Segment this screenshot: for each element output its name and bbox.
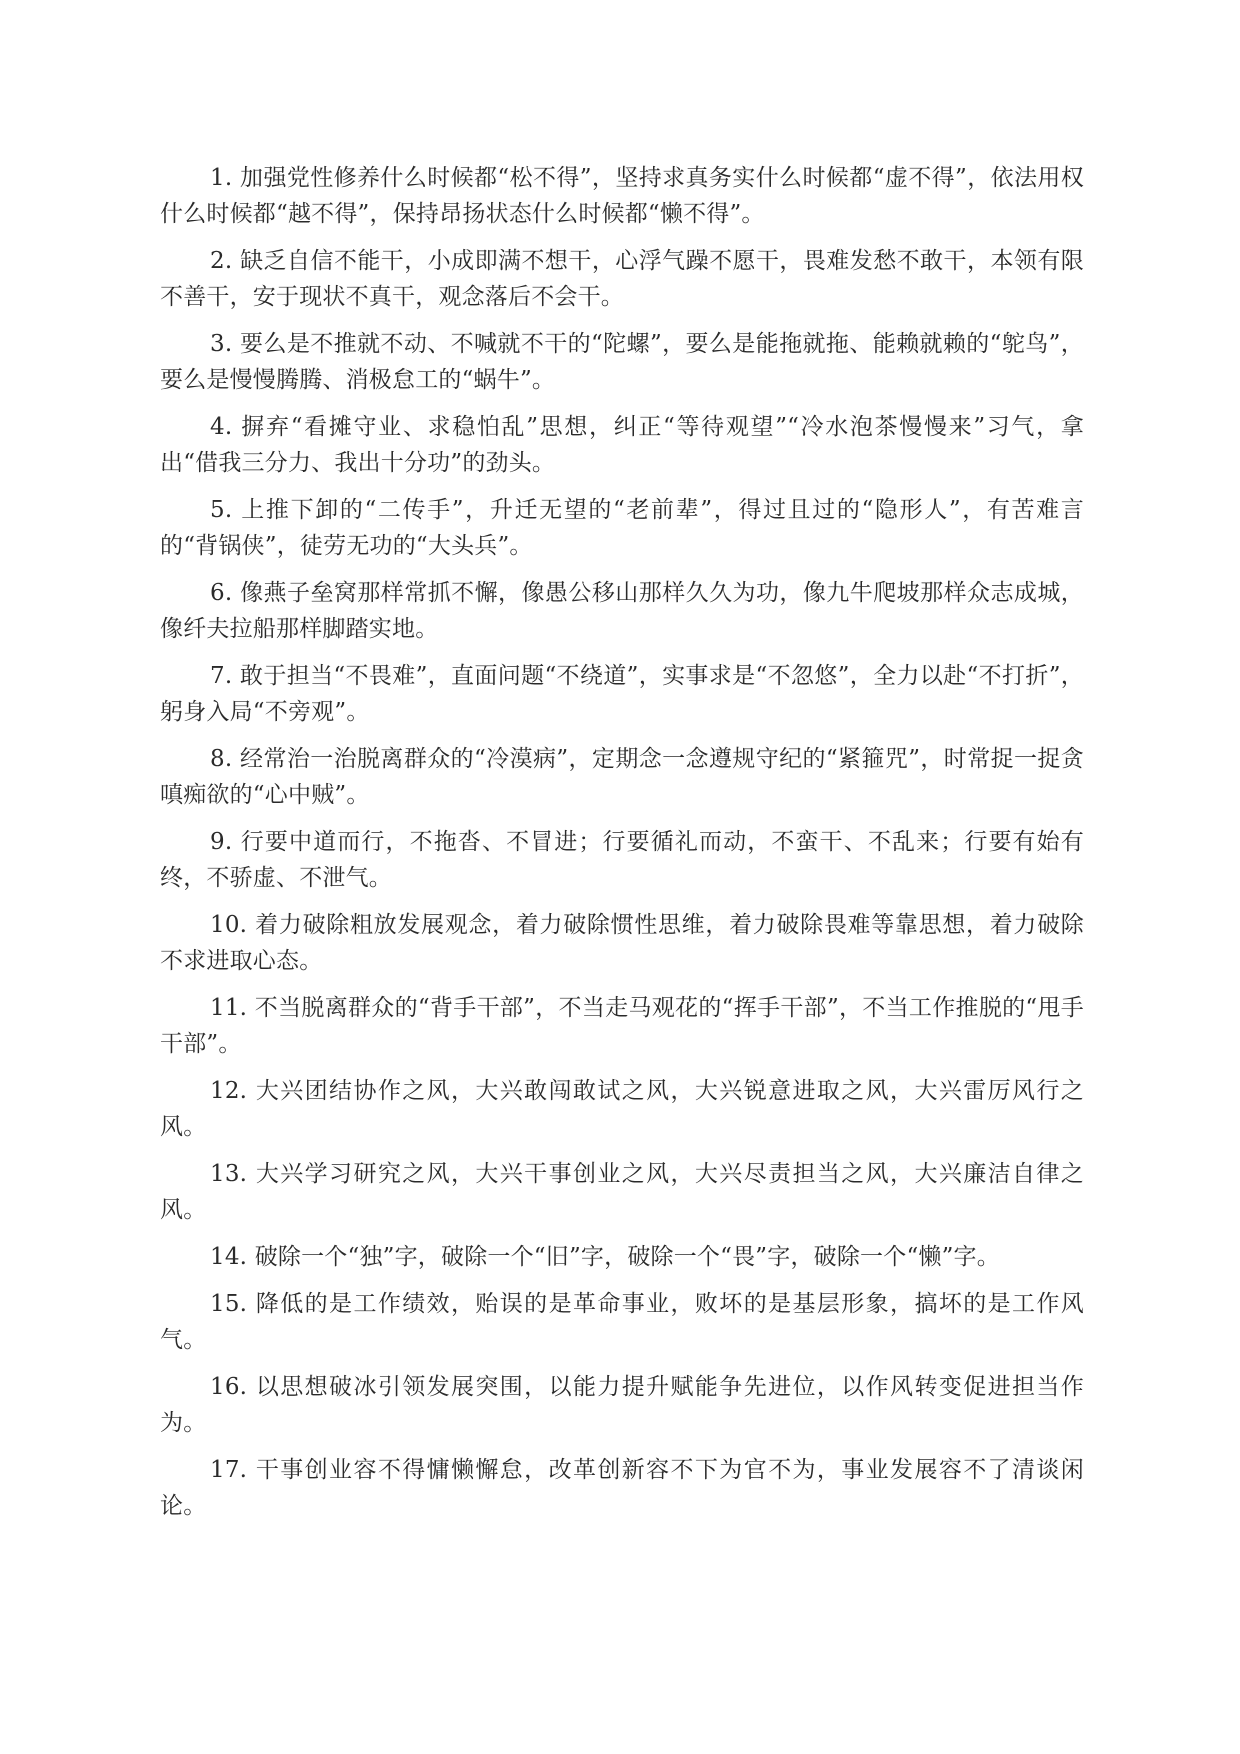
paragraph-14: 14. 破除一个“独”字，破除一个“旧”字，破除一个“畏”字，破除一个“懒”字。 <box>210 1244 1000 1270</box>
paragraph-13: 13. 大兴学习研究之风，大兴干事创业之风，大兴尽责担当之风，大兴廉洁自律之风。 <box>160 1161 1084 1223</box>
paragraph-10: 10. 着力破除粗放发展观念，着力破除惯性思维，着力破除畏难等靠思想，着力破除不求进取心态。 <box>160 912 1084 974</box>
paragraph-12: 12. 大兴团结协作之风，大兴敢闯敢试之风，大兴锐意进取之风，大兴雷厉风行之风。 <box>160 1078 1084 1140</box>
paragraph-15: 15. 降低的是工作绩效，贻误的是革命事业，败坏的是基层形象，搞坏的是工作风气。 <box>160 1291 1084 1353</box>
paragraph-6: 6. 像燕子垒窝那样常抓不懈，像愚公移山那样久久为功，像九牛爬坡那样众志成城，像纤夫拉船那样脚踏实地。 <box>160 580 1084 642</box>
paragraph-7: 7. 敢于担当“不畏难”，直面问题“不绕道”，实事求是“不忽悠”，全力以赴“不打折”，躬身入局“不旁观”。 <box>160 663 1084 725</box>
document-page <box>160 160 1084 1535</box>
paragraph-8: 8. 经常治一治脱离群众的“冷漠病”，定期念一念遵规守纪的“紧箍咒”，时常捉一捉贪嗔痴欲的“心中贼”。 <box>160 746 1084 808</box>
paragraph-1: 1. 加强党性修养什么时候都“松不得”，坚持求真务实什么时候都“虚不得”，依法用权什么时候都“越不得”，保持昂扬状态什么时候都“懒不得”。 <box>160 165 1084 227</box>
paragraph-2: 2. 缺乏自信不能干，小成即满不想干，心浮气躁不愿干，畏难发愁不敢干，本领有限不善干，安于现状不真干，观念落后不会干。 <box>160 248 1084 310</box>
paragraph-9: 9. 行要中道而行，不拖沓、不冒进；行要循礼而动，不蛮干、不乱来；行要有始有终，不骄虚、不泄气。 <box>160 829 1084 891</box>
paragraph-11: 11. 不当脱离群众的“背手干部”，不当走马观花的“挥手干部”，不当工作推脱的“甩手干部”。 <box>160 995 1084 1057</box>
paragraph-5: 5. 上推下卸的“二传手”，升迁无望的“老前辈”，得过且过的“隐形人”，有苦难言的“背锅侠”，徒劳无功的“大头兵”。 <box>160 497 1084 559</box>
paragraph-16: 16. 以思想破冰引领发展突围，以能力提升赋能争先进位，以作风转变促进担当作为。 <box>160 1374 1084 1436</box>
paragraph-3: 3. 要么是不推就不动、不喊就不干的“陀螺”，要么是能拖就拖、能赖就赖的“鸵鸟”，要么是慢慢腾腾、消极怠工的“蜗牛”。 <box>160 331 1084 393</box>
paragraph-17: 17. 干事创业容不得慵懒懈怠，改革创新容不下为官不为，事业发展容不了清谈闲论。 <box>160 1457 1084 1519</box>
paragraph-4: 4. 摒弃“看摊守业、求稳怕乱”思想，纠正“等待观望”“冷水泡茶慢慢来”习气，拿出“借我三分力、我出十分功”的劲头。 <box>160 414 1084 476</box>
